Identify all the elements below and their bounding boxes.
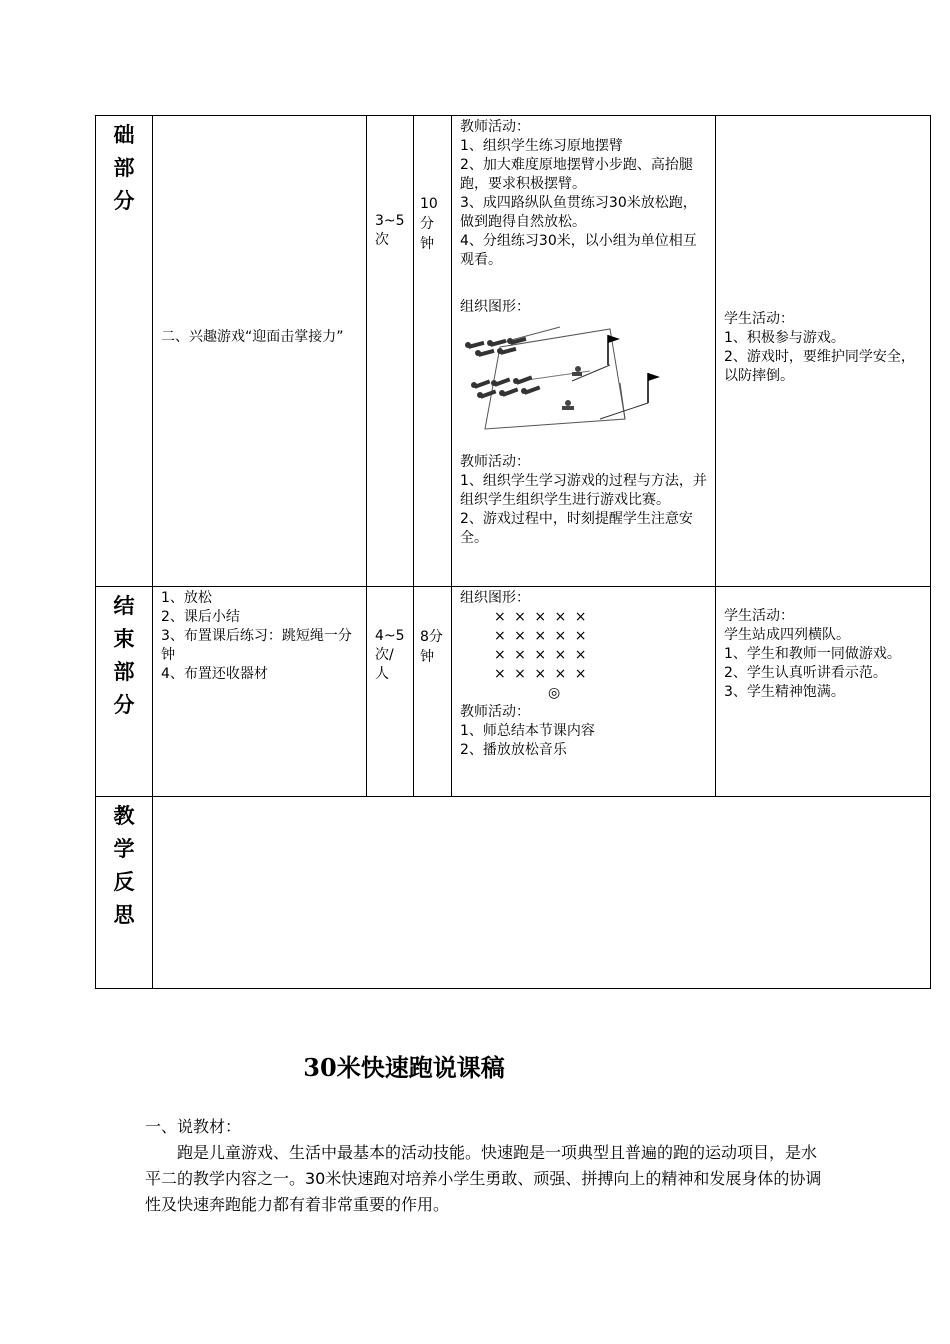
section-cell-ending <box>96 587 153 797</box>
teacher-cell-ending <box>452 587 716 797</box>
time-text: 10分钟 <box>420 196 438 252</box>
runners-group-top <box>465 337 526 357</box>
section-char: 部 <box>113 659 135 684</box>
content-cell-ending <box>153 587 367 797</box>
section-char: 教 <box>113 803 135 828</box>
student-item: 3、学生精神饱满。 <box>724 684 845 700</box>
section-char: 思 <box>113 902 135 927</box>
formation-row: × × × × × <box>494 628 589 644</box>
teacher-item: 1、组织学生练习原地摆臂 <box>460 138 623 154</box>
teacher-item: 2、加大难度原地摆臂小步跑、高抬腿跑，要求积极摆臂。 <box>460 157 693 192</box>
body-paragraph: 跑是儿童游戏、生活中最基本的活动技能。快速跑是一项典型且普遍的跑的运动项目，是水平二的教学内容之一。30米快速跑对培养小学生勇敢、顽强、拼搏向上的精神和发展身体的协调性及快速奔跑能力都有着非常重要的作用。 <box>145 1143 822 1214</box>
section-char: 部 <box>113 155 135 180</box>
table-row-reflection <box>96 797 931 989</box>
student-item: 2、游戏时，要维护同学安全，以防摔倒。 <box>724 349 915 384</box>
teacher-activity-title: 教师活动： <box>460 454 530 470</box>
flags <box>572 335 660 419</box>
content-cell-basic <box>153 116 367 587</box>
time-text: 8分钟 <box>420 629 443 665</box>
document-title: 30米快速跑说课稿 <box>303 1053 505 1082</box>
teacher-item: 1、师总结本节课内容 <box>460 723 595 739</box>
content-item: 4、布置还收器材 <box>161 666 268 682</box>
count-cell-basic <box>367 116 414 587</box>
content-item: 1、放松 <box>161 590 212 606</box>
organization-figure <box>460 323 672 443</box>
formation-row: × × × × × <box>494 666 589 682</box>
section-cell-reflection <box>96 797 153 989</box>
student-item: 2、学生认真听讲看示范。 <box>724 665 887 681</box>
teacher-activity-title: 教师活动： <box>460 704 530 720</box>
student-activity-title: 学生活动： <box>724 311 794 327</box>
time-cell-basic <box>414 116 452 587</box>
section-char: 分 <box>113 188 135 213</box>
table-row-ending <box>96 587 931 797</box>
teacher-item: 4、分组练习30米，以小组为单位相互观看。 <box>460 233 697 268</box>
section-cell-basic <box>96 116 153 587</box>
table-row-basic <box>96 116 931 587</box>
section-char: 结 <box>113 593 135 618</box>
student-item: 1、积极参与游戏。 <box>724 330 845 346</box>
count-text: 4~5次/人 <box>375 628 405 682</box>
game-title: 二、兴趣游戏“迎面击掌接力” <box>161 329 344 345</box>
student-item: 学生站成四列横队。 <box>724 627 850 643</box>
teacher-item: 2、游戏过程中，时刻提醒学生注意安全。 <box>460 511 693 546</box>
student-cell-ending <box>716 587 931 797</box>
teacher-item: 3、成四路纵队鱼贯练习30米放松跑，做到跑得自然放松。 <box>460 195 697 230</box>
formation-row: × × × × × <box>494 647 589 663</box>
teacher-cell-basic <box>452 116 716 587</box>
section-heading: 一、说教材： <box>145 1117 242 1136</box>
section-char: 束 <box>113 626 135 651</box>
lesson-plan-table <box>95 115 931 989</box>
teacher-position-symbol: ◎ <box>548 685 561 701</box>
teacher-activity-title: 教师活动： <box>460 119 530 135</box>
formation-row: × × × × × <box>494 609 589 625</box>
reflection-cell <box>153 797 931 989</box>
time-cell-ending <box>414 587 452 797</box>
count-text: 3~5次 <box>375 213 405 248</box>
student-item: 1、学生和教师一同做游戏。 <box>724 646 901 662</box>
teacher-item: 1、组织学生学习游戏的过程与方法，并组织学生组织学生进行游戏比赛。 <box>460 473 707 508</box>
content-item: 2、课后小结 <box>161 609 240 625</box>
count-cell-ending <box>367 587 414 797</box>
section-char: 反 <box>113 869 135 894</box>
section-char: 学 <box>113 836 135 861</box>
teacher-item: 2、播放放松音乐 <box>460 742 567 758</box>
student-cell-basic <box>716 116 931 587</box>
figure-label: 组织图形： <box>460 590 530 606</box>
runners-group-bottom <box>471 376 540 399</box>
student-activity-title: 学生活动： <box>724 608 794 624</box>
figure-label: 组织图形： <box>460 299 530 315</box>
section-char: 分 <box>113 692 135 717</box>
section-char: 础 <box>113 122 135 147</box>
runner-facing <box>562 366 582 410</box>
content-item: 3、布置课后练习：跳短绳一分钟 <box>161 628 352 663</box>
